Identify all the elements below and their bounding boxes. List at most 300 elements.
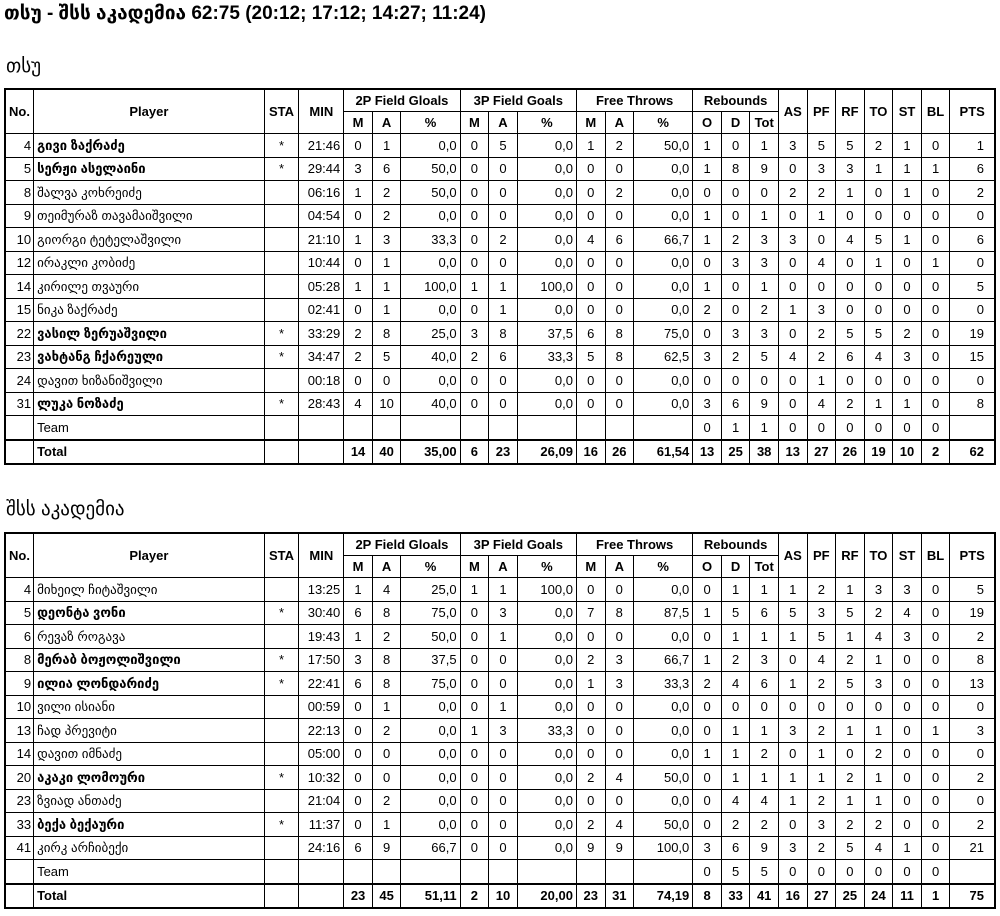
cell-ft-pct: 0,0 bbox=[634, 695, 693, 719]
cell-fg2-m: 2 bbox=[344, 345, 373, 369]
cell-fg3-pct: 0,0 bbox=[517, 836, 576, 860]
cell-st: 1 bbox=[893, 157, 922, 181]
header-pf: PF bbox=[807, 89, 836, 134]
cell-player: დავით ხიზანიშვილი bbox=[34, 369, 265, 393]
cell-player: ვახტანგ ჩქარეული bbox=[34, 345, 265, 369]
cell-ft-a: 0 bbox=[605, 204, 634, 228]
cell-st: 3 bbox=[893, 345, 922, 369]
cell-fg2-pct: 0,0 bbox=[401, 134, 460, 158]
cell-reb-d: 2 bbox=[721, 228, 750, 252]
cell-rf: 0 bbox=[836, 742, 865, 766]
cell-fg2-m: 3 bbox=[344, 648, 373, 672]
cell-pts: 6 bbox=[950, 228, 995, 252]
cell-fg3-m: 0 bbox=[460, 789, 489, 813]
cell-min: 10:32 bbox=[299, 766, 344, 790]
cell-fg3-pct: 0,0 bbox=[517, 601, 576, 625]
player-row bbox=[5, 601, 995, 625]
cell-no: 14 bbox=[5, 275, 34, 299]
cell-bl: 0 bbox=[921, 578, 950, 602]
cell-fg3-pct: 0,0 bbox=[517, 181, 576, 205]
cell-fg3-pct: 0,0 bbox=[517, 134, 576, 158]
player-row bbox=[5, 742, 995, 766]
cell-bl: 0 bbox=[921, 672, 950, 696]
cell-ft-a: 31 bbox=[605, 884, 634, 909]
cell-to: 0 bbox=[864, 204, 893, 228]
subheader-a: A bbox=[489, 556, 518, 578]
cell-sta: * bbox=[264, 345, 299, 369]
cell-ft-pct: 61,54 bbox=[634, 440, 693, 465]
cell-fg2-a: 4 bbox=[372, 578, 401, 602]
cell-fg2-pct: 51,11 bbox=[401, 884, 460, 909]
cell-fg3-a: 1 bbox=[489, 695, 518, 719]
subheader-m: M bbox=[576, 556, 605, 578]
cell-no: 12 bbox=[5, 251, 34, 275]
cell-reb-d: 6 bbox=[721, 836, 750, 860]
cell-st: 0 bbox=[893, 813, 922, 837]
cell-fg2-a: 1 bbox=[372, 251, 401, 275]
cell-player: სერჟი ასელაინი bbox=[34, 157, 265, 181]
cell-reb-d: 0 bbox=[721, 204, 750, 228]
cell-fg3-m: 2 bbox=[460, 884, 489, 909]
cell-bl: 0 bbox=[921, 392, 950, 416]
cell-to: 1 bbox=[864, 251, 893, 275]
cell-pts: 19 bbox=[950, 322, 995, 346]
cell-as: 0 bbox=[778, 251, 807, 275]
cell-fg3-pct: 37,5 bbox=[517, 322, 576, 346]
cell-pf: 0 bbox=[807, 860, 836, 884]
cell-fg2-m: 0 bbox=[344, 766, 373, 790]
cell-reb-tot: 2 bbox=[750, 298, 779, 322]
cell-reb-tot: 0 bbox=[750, 369, 779, 393]
cell-ft-a: 26 bbox=[605, 440, 634, 465]
cell-fg3-a: 1 bbox=[489, 298, 518, 322]
cell-pf: 2 bbox=[807, 789, 836, 813]
cell-fg2-a: 45 bbox=[372, 884, 401, 909]
cell-pf: 5 bbox=[807, 625, 836, 649]
cell-ft-a bbox=[605, 416, 634, 440]
cell-as: 13 bbox=[778, 440, 807, 465]
cell-fg3-a: 1 bbox=[489, 625, 518, 649]
cell-player: ვილი ისიანი bbox=[34, 695, 265, 719]
cell-fg2-m: 0 bbox=[344, 813, 373, 837]
header-fg2: 2P Field Gloals bbox=[344, 533, 460, 556]
cell-no: 24 bbox=[5, 369, 34, 393]
cell-fg3-a: 3 bbox=[489, 601, 518, 625]
cell-fg2-a: 8 bbox=[372, 322, 401, 346]
box-score-table-home bbox=[4, 88, 996, 465]
cell-ft-a: 2 bbox=[605, 134, 634, 158]
cell-st: 0 bbox=[893, 369, 922, 393]
cell-bl: 0 bbox=[921, 345, 950, 369]
cell-min: 22:13 bbox=[299, 719, 344, 743]
player-row bbox=[5, 648, 995, 672]
cell-st: 0 bbox=[893, 766, 922, 790]
cell-reb-tot: 3 bbox=[750, 228, 779, 252]
header-to: TO bbox=[864, 89, 893, 134]
cell-min bbox=[299, 884, 344, 909]
cell-fg2-a: 9 bbox=[372, 836, 401, 860]
cell-to: 1 bbox=[864, 648, 893, 672]
cell-fg3-pct: 0,0 bbox=[517, 625, 576, 649]
cell-sta: * bbox=[264, 157, 299, 181]
cell-ft-a: 8 bbox=[605, 601, 634, 625]
cell-player: რევაზ როგავა bbox=[34, 625, 265, 649]
cell-fg2-a: 0 bbox=[372, 766, 401, 790]
cell-bl: 0 bbox=[921, 601, 950, 625]
cell-fg2-pct: 0,0 bbox=[401, 251, 460, 275]
cell-ft-a: 0 bbox=[605, 625, 634, 649]
cell-fg2-m bbox=[344, 416, 373, 440]
cell-no: 9 bbox=[5, 672, 34, 696]
cell-rf: 6 bbox=[836, 345, 865, 369]
cell-as: 0 bbox=[778, 322, 807, 346]
cell-reb-o: 0 bbox=[693, 766, 722, 790]
cell-player: ჩად პრევიტი bbox=[34, 719, 265, 743]
cell-ft-m: 0 bbox=[576, 578, 605, 602]
cell-fg3-m: 0 bbox=[460, 766, 489, 790]
cell-fg3-m: 0 bbox=[460, 157, 489, 181]
cell-fg3-pct: 0,0 bbox=[517, 251, 576, 275]
cell-fg3-pct bbox=[517, 860, 576, 884]
cell-reb-d: 1 bbox=[721, 766, 750, 790]
cell-bl: 0 bbox=[921, 369, 950, 393]
cell-no: 8 bbox=[5, 181, 34, 205]
cell-fg2-a: 1 bbox=[372, 813, 401, 837]
cell-fg3-m: 1 bbox=[460, 719, 489, 743]
cell-ft-m: 0 bbox=[576, 392, 605, 416]
cell-min: 13:25 bbox=[299, 578, 344, 602]
cell-bl: 0 bbox=[921, 298, 950, 322]
cell-st: 0 bbox=[893, 860, 922, 884]
cell-min: 05:28 bbox=[299, 275, 344, 299]
cell-rf: 1 bbox=[836, 789, 865, 813]
cell-reb-tot: 1 bbox=[750, 134, 779, 158]
cell-fg2-pct: 50,0 bbox=[401, 157, 460, 181]
player-row bbox=[5, 204, 995, 228]
subheader-pct: % bbox=[401, 556, 460, 578]
cell-no: 5 bbox=[5, 157, 34, 181]
cell-fg2-pct: 37,5 bbox=[401, 648, 460, 672]
cell-pf: 0 bbox=[807, 416, 836, 440]
cell-pf: 0 bbox=[807, 275, 836, 299]
cell-rf: 5 bbox=[836, 836, 865, 860]
player-row bbox=[5, 813, 995, 837]
cell-sta bbox=[264, 836, 299, 860]
cell-st: 1 bbox=[893, 836, 922, 860]
cell-reb-d: 5 bbox=[721, 601, 750, 625]
cell-ft-a: 4 bbox=[605, 766, 634, 790]
cell-fg3-pct: 0,0 bbox=[517, 369, 576, 393]
cell-ft-m: 7 bbox=[576, 601, 605, 625]
cell-fg2-pct: 0,0 bbox=[401, 695, 460, 719]
cell-pts: 75 bbox=[950, 884, 995, 909]
cell-ft-m: 0 bbox=[576, 789, 605, 813]
cell-fg3-m: 0 bbox=[460, 601, 489, 625]
cell-reb-d: 3 bbox=[721, 251, 750, 275]
header-as: AS bbox=[778, 89, 807, 134]
header-no: No. bbox=[5, 533, 34, 578]
cell-ft-m: 0 bbox=[576, 369, 605, 393]
cell-rf: 0 bbox=[836, 298, 865, 322]
header-fg2: 2P Field Gloals bbox=[344, 89, 460, 112]
cell-min: 19:43 bbox=[299, 625, 344, 649]
cell-fg3-a: 0 bbox=[489, 157, 518, 181]
cell-as: 0 bbox=[778, 392, 807, 416]
cell-min: 11:37 bbox=[299, 813, 344, 837]
cell-fg2-m: 2 bbox=[344, 322, 373, 346]
cell-pf: 1 bbox=[807, 204, 836, 228]
header-rf: RF bbox=[836, 533, 865, 578]
cell-ft-pct: 50,0 bbox=[634, 134, 693, 158]
cell-player: Team bbox=[34, 416, 265, 440]
cell-fg3-pct: 100,0 bbox=[517, 578, 576, 602]
cell-fg2-pct: 0,0 bbox=[401, 742, 460, 766]
cell-ft-pct: 50,0 bbox=[634, 813, 693, 837]
cell-reb-tot: 6 bbox=[750, 601, 779, 625]
cell-fg2-pct: 40,0 bbox=[401, 345, 460, 369]
cell-as: 3 bbox=[778, 719, 807, 743]
cell-as: 3 bbox=[778, 228, 807, 252]
cell-pts: 6 bbox=[950, 157, 995, 181]
cell-fg2-a bbox=[372, 416, 401, 440]
cell-bl: 0 bbox=[921, 860, 950, 884]
cell-fg3-pct: 0,0 bbox=[517, 766, 576, 790]
subheader-pct: % bbox=[517, 556, 576, 578]
cell-fg2-a: 0 bbox=[372, 742, 401, 766]
cell-sta: * bbox=[264, 322, 299, 346]
subheader-a: A bbox=[372, 556, 401, 578]
cell-pf: 2 bbox=[807, 578, 836, 602]
cell-pts: 21 bbox=[950, 836, 995, 860]
cell-to: 1 bbox=[864, 789, 893, 813]
subheader-m: M bbox=[576, 112, 605, 134]
header-no: No. bbox=[5, 89, 34, 134]
cell-pts: 2 bbox=[950, 625, 995, 649]
cell-ft-pct: 0,0 bbox=[634, 275, 693, 299]
cell-fg3-m: 0 bbox=[460, 742, 489, 766]
cell-as: 0 bbox=[778, 695, 807, 719]
cell-fg2-pct bbox=[401, 416, 460, 440]
cell-st: 0 bbox=[893, 416, 922, 440]
cell-ft-pct bbox=[634, 416, 693, 440]
cell-player: გივი ზაქრაძე bbox=[34, 134, 265, 158]
header-to: TO bbox=[864, 533, 893, 578]
cell-fg2-m: 1 bbox=[344, 228, 373, 252]
cell-reb-d: 2 bbox=[721, 345, 750, 369]
cell-sta: * bbox=[264, 648, 299, 672]
cell-st: 0 bbox=[893, 719, 922, 743]
cell-min bbox=[299, 860, 344, 884]
cell-fg2-pct: 0,0 bbox=[401, 204, 460, 228]
cell-fg3-m: 0 bbox=[460, 672, 489, 696]
cell-pf: 4 bbox=[807, 648, 836, 672]
cell-pts bbox=[950, 860, 995, 884]
cell-sta bbox=[264, 251, 299, 275]
player-row bbox=[5, 228, 995, 252]
cell-ft-pct: 0,0 bbox=[634, 789, 693, 813]
cell-player: კირკ არჩიბექი bbox=[34, 836, 265, 860]
cell-ft-m: 0 bbox=[576, 695, 605, 719]
cell-ft-pct: 0,0 bbox=[634, 742, 693, 766]
cell-ft-m: 0 bbox=[576, 275, 605, 299]
cell-reb-tot: 0 bbox=[750, 181, 779, 205]
cell-no bbox=[5, 440, 34, 465]
cell-ft-m: 0 bbox=[576, 204, 605, 228]
cell-rf: 0 bbox=[836, 251, 865, 275]
cell-rf: 1 bbox=[836, 578, 865, 602]
cell-bl: 0 bbox=[921, 275, 950, 299]
cell-fg3-a: 0 bbox=[489, 648, 518, 672]
cell-fg3-m: 0 bbox=[460, 134, 489, 158]
cell-fg3-pct: 33,3 bbox=[517, 719, 576, 743]
cell-bl: 1 bbox=[921, 719, 950, 743]
cell-st: 0 bbox=[893, 275, 922, 299]
cell-pf: 0 bbox=[807, 228, 836, 252]
cell-as: 1 bbox=[778, 766, 807, 790]
cell-fg2-a: 1 bbox=[372, 298, 401, 322]
cell-reb-tot: 2 bbox=[750, 742, 779, 766]
cell-as: 0 bbox=[778, 860, 807, 884]
cell-fg3-a: 10 bbox=[489, 884, 518, 909]
cell-as: 5 bbox=[778, 601, 807, 625]
cell-pts: 0 bbox=[950, 204, 995, 228]
cell-fg3-a: 0 bbox=[489, 251, 518, 275]
cell-fg2-a: 8 bbox=[372, 672, 401, 696]
cell-fg3-m bbox=[460, 860, 489, 884]
cell-no: 31 bbox=[5, 392, 34, 416]
cell-reb-tot: 5 bbox=[750, 860, 779, 884]
cell-pf: 3 bbox=[807, 601, 836, 625]
cell-ft-a: 8 bbox=[605, 322, 634, 346]
cell-fg3-m: 6 bbox=[460, 440, 489, 465]
team-row bbox=[5, 860, 995, 884]
subheader-tot: Tot bbox=[750, 112, 779, 134]
cell-fg3-a: 0 bbox=[489, 836, 518, 860]
cell-reb-d: 0 bbox=[721, 298, 750, 322]
cell-bl: 0 bbox=[921, 813, 950, 837]
subheader-tot: Tot bbox=[750, 556, 779, 578]
team-row bbox=[5, 416, 995, 440]
subheader-a: A bbox=[605, 556, 634, 578]
cell-to: 0 bbox=[864, 416, 893, 440]
cell-ft-pct: 0,0 bbox=[634, 251, 693, 275]
cell-ft-m: 0 bbox=[576, 625, 605, 649]
cell-no bbox=[5, 416, 34, 440]
player-row bbox=[5, 134, 995, 158]
player-row bbox=[5, 719, 995, 743]
cell-rf: 1 bbox=[836, 719, 865, 743]
cell-sta: * bbox=[264, 813, 299, 837]
cell-as: 3 bbox=[778, 836, 807, 860]
cell-player: ირაკლი კობიძე bbox=[34, 251, 265, 275]
cell-as: 0 bbox=[778, 648, 807, 672]
cell-st: 0 bbox=[893, 742, 922, 766]
cell-pf: 1 bbox=[807, 369, 836, 393]
player-row bbox=[5, 578, 995, 602]
cell-fg2-m: 3 bbox=[344, 157, 373, 181]
cell-fg3-pct: 20,00 bbox=[517, 884, 576, 909]
cell-no bbox=[5, 860, 34, 884]
player-row bbox=[5, 157, 995, 181]
cell-fg2-m: 0 bbox=[344, 369, 373, 393]
cell-ft-pct: 33,3 bbox=[634, 672, 693, 696]
player-row bbox=[5, 322, 995, 346]
cell-pf: 2 bbox=[807, 672, 836, 696]
cell-ft-m: 0 bbox=[576, 251, 605, 275]
cell-reb-o: 2 bbox=[693, 298, 722, 322]
cell-reb-o: 0 bbox=[693, 369, 722, 393]
cell-ft-a: 0 bbox=[605, 719, 634, 743]
cell-reb-tot: 3 bbox=[750, 322, 779, 346]
header-sta: STA bbox=[264, 533, 299, 578]
cell-sta bbox=[264, 440, 299, 465]
cell-ft-m: 0 bbox=[576, 742, 605, 766]
cell-fg2-a bbox=[372, 860, 401, 884]
cell-sta bbox=[264, 369, 299, 393]
cell-min: 29:44 bbox=[299, 157, 344, 181]
cell-ft-a: 6 bbox=[605, 228, 634, 252]
cell-pts: 0 bbox=[950, 251, 995, 275]
cell-pf: 1 bbox=[807, 766, 836, 790]
cell-fg2-pct: 75,0 bbox=[401, 601, 460, 625]
cell-ft-a: 0 bbox=[605, 369, 634, 393]
cell-ft-m: 5 bbox=[576, 345, 605, 369]
cell-to: 4 bbox=[864, 345, 893, 369]
cell-fg2-pct bbox=[401, 860, 460, 884]
total-row bbox=[5, 884, 995, 909]
cell-min: 00:18 bbox=[299, 369, 344, 393]
cell-fg2-pct: 50,0 bbox=[401, 181, 460, 205]
cell-st: 0 bbox=[893, 672, 922, 696]
cell-rf: 3 bbox=[836, 157, 865, 181]
cell-fg3-pct: 0,0 bbox=[517, 813, 576, 837]
cell-pts: 5 bbox=[950, 275, 995, 299]
player-row bbox=[5, 251, 995, 275]
cell-fg2-m: 0 bbox=[344, 789, 373, 813]
cell-ft-pct: 0,0 bbox=[634, 369, 693, 393]
cell-fg2-m: 0 bbox=[344, 204, 373, 228]
cell-fg3-pct: 33,3 bbox=[517, 345, 576, 369]
cell-min: 17:50 bbox=[299, 648, 344, 672]
cell-fg2-m: 1 bbox=[344, 625, 373, 649]
cell-ft-a: 9 bbox=[605, 836, 634, 860]
cell-as: 1 bbox=[778, 672, 807, 696]
cell-pts: 1 bbox=[950, 134, 995, 158]
header-sta: STA bbox=[264, 89, 299, 134]
cell-pf: 27 bbox=[807, 440, 836, 465]
player-row bbox=[5, 836, 995, 860]
cell-player: გიორგი ტეტელაშვილი bbox=[34, 228, 265, 252]
cell-pts: 2 bbox=[950, 181, 995, 205]
cell-player: ლუკა ნოზაძე bbox=[34, 392, 265, 416]
cell-sta bbox=[264, 228, 299, 252]
cell-reb-o: 0 bbox=[693, 789, 722, 813]
cell-fg3-pct: 0,0 bbox=[517, 157, 576, 181]
cell-no: 8 bbox=[5, 648, 34, 672]
cell-reb-d: 2 bbox=[721, 648, 750, 672]
cell-reb-d: 1 bbox=[721, 625, 750, 649]
cell-fg2-a: 1 bbox=[372, 134, 401, 158]
cell-to: 0 bbox=[864, 275, 893, 299]
cell-no bbox=[5, 884, 34, 909]
team-name-home: თსუ bbox=[6, 56, 42, 77]
cell-sta bbox=[264, 860, 299, 884]
cell-fg2-a: 0 bbox=[372, 369, 401, 393]
cell-sta bbox=[264, 204, 299, 228]
cell-bl: 1 bbox=[921, 251, 950, 275]
cell-sta bbox=[264, 789, 299, 813]
cell-no: 5 bbox=[5, 601, 34, 625]
